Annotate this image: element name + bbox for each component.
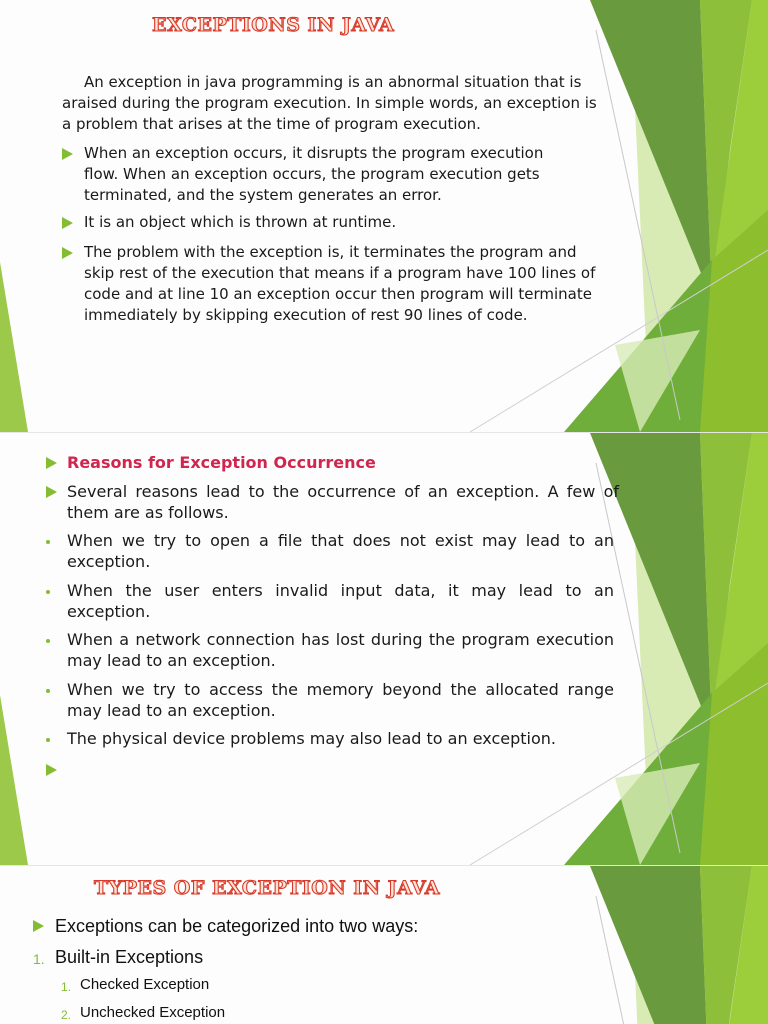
reason-item: When we try to open a file that does not exist may lead to an exception.	[67, 531, 614, 571]
intro-paragraph: An exception in java programming is an abnormal situation that is araised during the program execution. In simple words, an exception is a problem that arises at the time of program execution.	[62, 73, 597, 133]
bullet-arrow-icon	[62, 148, 73, 160]
sub-list-item: Unchecked Exception	[80, 1004, 226, 1021]
bullet-dot-icon	[46, 639, 50, 643]
slide-3	[0, 866, 768, 1024]
sub-list-number: 2.	[61, 1008, 72, 1022]
list-number: 1.	[33, 951, 45, 967]
slide-2	[0, 433, 768, 865]
slide-title: TYPES OF EXCEPTION IN JAVA	[94, 877, 441, 899]
slide-1	[0, 0, 768, 432]
bullet-arrow-icon	[46, 457, 57, 469]
bullet-dot-icon	[46, 590, 50, 594]
slide-title: EXCEPTIONS IN JAVA	[152, 14, 395, 36]
bullet-text: It is an object which is thrown at runtime.	[84, 213, 397, 231]
reason-item: When the user enters invalid input data, it may lead to an exception.	[67, 581, 614, 621]
list-item-builtin: Built-in Exceptions	[55, 947, 204, 967]
sub-list-number: 1.	[61, 980, 72, 994]
sub-list-item: Checked Exception	[80, 976, 210, 993]
reason-item: When we try to access the memory beyond the allocated range may lead to an exception.	[67, 680, 614, 720]
reasons-intro: Several reasons lead to the occurrence of an exception. A few of them are as follows.	[67, 482, 619, 522]
bullet-dot-icon	[46, 689, 50, 693]
bullet-arrow-icon	[33, 920, 44, 932]
bullet-arrow-icon	[46, 486, 57, 498]
bullet-text: The problem with the exception is, it terminates the program and skip rest of the execution that means if a program have 100 lines of code and at line 10 an exception occur then program will terminate immediately by skipping execution of rest 90 lines of code.	[84, 243, 596, 324]
section-heading: Reasons for Exception Occurrence	[67, 453, 376, 472]
bullet-text: When an exception occurs, it disrupts the program execution flow. When an exception occurs, the program execution gets terminated, and the system generates an error.	[84, 144, 544, 204]
reason-item: The physical device problems may also lead to an exception.	[67, 729, 556, 748]
bullet-dot-icon	[46, 738, 50, 742]
types-intro: Exceptions can be categorized into two ways:	[55, 916, 419, 936]
bullet-arrow-icon	[46, 764, 57, 776]
bullet-arrow-icon	[62, 217, 73, 229]
bullet-arrow-icon	[62, 247, 73, 259]
reason-item: When a network connection has lost during the program execution may lead to an exception.	[67, 630, 614, 670]
bullet-dot-icon	[46, 540, 50, 544]
